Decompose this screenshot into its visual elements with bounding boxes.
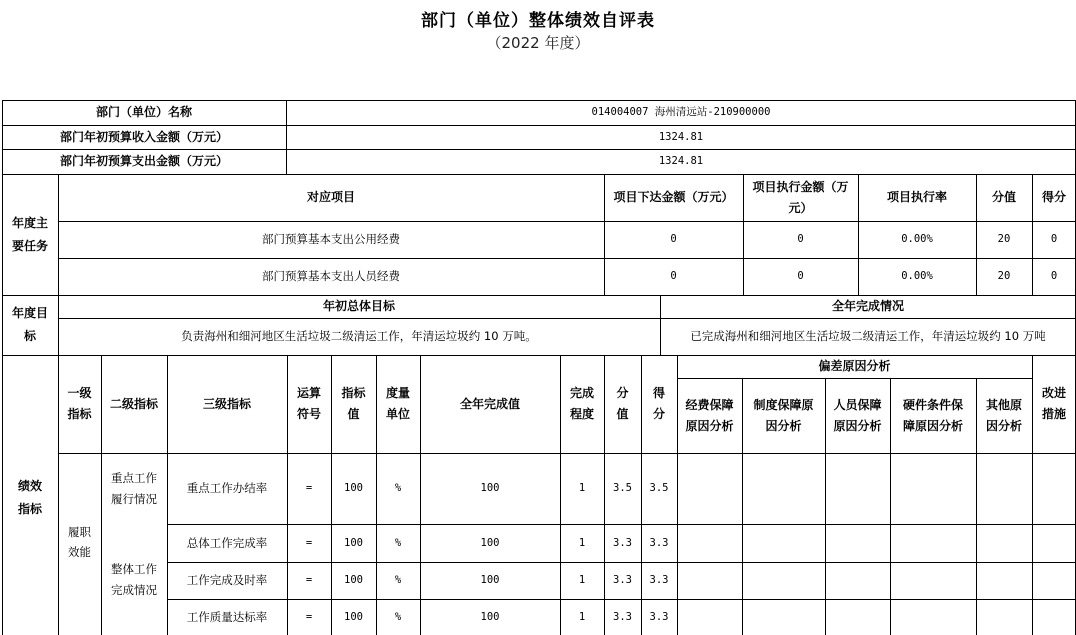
goals-section-label: 年度目标 xyxy=(11,306,48,343)
level3-value: 工作完成及时率 xyxy=(186,573,268,588)
level3-value: 重点工作办结率 xyxy=(186,481,268,496)
task-item: 部门预算基本支出人员经费 xyxy=(262,269,400,284)
task-issued: 0 xyxy=(670,233,677,246)
op-value: = xyxy=(305,536,313,549)
unit-value: % xyxy=(394,610,402,623)
score-value: 3.5 xyxy=(613,482,632,495)
header-hardware: 硬件条件保障原因分析 xyxy=(902,397,963,433)
indicator-value: 100 xyxy=(344,574,363,587)
header-unit: 度量单位 xyxy=(385,386,410,421)
header-staff: 人员保障原因分析 xyxy=(833,397,882,433)
score: 3.3 xyxy=(649,610,669,623)
tasks-header-item: 对应项目 xyxy=(306,190,355,204)
task-executed: 0 xyxy=(797,270,804,283)
task-rate: 0.00% xyxy=(901,233,933,246)
indicators-section-label: 绩效指标 xyxy=(17,479,42,516)
income-label: 部门年初预算收入金额（万元） xyxy=(59,129,228,144)
header-value: 指标值 xyxy=(341,386,366,421)
task-item: 部门预算基本支出公用经费 xyxy=(262,232,400,247)
level1-value: 履职效能 xyxy=(68,524,91,559)
header-level1: 一级指标 xyxy=(67,386,92,421)
page-title: 部门（单位）整体绩效自评表 xyxy=(421,11,655,31)
unit-value: % xyxy=(394,536,402,549)
task-issued: 0 xyxy=(670,270,677,283)
header-level3: 三级指标 xyxy=(202,396,251,411)
header-other: 其他原因分析 xyxy=(985,397,1022,433)
op-value: = xyxy=(305,482,313,495)
goals-target-header: 年初总体目标 xyxy=(322,299,395,313)
degree-value: 1 xyxy=(578,574,586,587)
score-value: 3.3 xyxy=(613,574,632,587)
header-score: 得分 xyxy=(652,386,665,421)
year-value: 100 xyxy=(480,610,500,623)
unit-value: % xyxy=(394,574,402,587)
goals-done-text: 已完成海州和细河地区生活垃圾二级清运工作，年清运垃圾约 10 万吨 xyxy=(690,329,1046,344)
year-value: 100 xyxy=(480,574,500,587)
score-value: 3.3 xyxy=(613,610,632,623)
level3-value: 总体工作完成率 xyxy=(186,535,268,550)
degree-value: 1 xyxy=(578,536,586,549)
unit-value: % xyxy=(394,482,402,495)
dept-name-label: 部门（单位）名称 xyxy=(95,105,192,119)
tasks-header-score-value: 分值 xyxy=(991,190,1016,204)
tasks-section-label: 年度主要任务 xyxy=(11,215,48,253)
score: 3.5 xyxy=(649,482,669,495)
header-improve: 改进措施 xyxy=(1041,386,1066,421)
indicator-value: 100 xyxy=(344,536,363,549)
year-value: 100 xyxy=(480,482,500,495)
header-degree: 完成程度 xyxy=(569,386,594,421)
header-op: 运算符号 xyxy=(296,386,321,421)
level3-value: 工作质量达标率 xyxy=(186,609,268,624)
op-value: = xyxy=(305,574,313,587)
tasks-header-score: 得分 xyxy=(1041,190,1066,204)
task-rate: 0.00% xyxy=(901,270,933,283)
page-subtitle: （2022 年度） xyxy=(486,34,590,52)
task-score-value: 20 xyxy=(997,270,1011,283)
tasks-header-rate: 项目执行率 xyxy=(886,190,947,204)
level2-value: 重点工作履行情况 xyxy=(111,471,157,506)
level2-value: 整体工作完成情况 xyxy=(111,562,157,597)
expense-label: 部门年初预算支出金额（万元） xyxy=(59,154,228,168)
task-score: 0 xyxy=(1050,270,1058,283)
header-system: 制度保障原因分析 xyxy=(753,397,814,433)
header-deviation: 偏差原因分析 xyxy=(818,359,891,373)
year-value: 100 xyxy=(480,536,500,549)
dept-name-value: 014004007 海州清远站-210900000 xyxy=(591,106,771,119)
header-level2: 二级指标 xyxy=(109,396,158,411)
score-value: 3.3 xyxy=(613,536,632,549)
op-value: = xyxy=(305,610,313,623)
tasks-header-issued: 项目下达金额（万元） xyxy=(613,190,734,204)
task-score: 0 xyxy=(1050,233,1058,246)
score: 3.3 xyxy=(649,574,669,587)
task-score-value: 20 xyxy=(997,233,1011,246)
header-fund: 经费保障原因分析 xyxy=(685,397,734,433)
indicator-value: 100 xyxy=(344,482,363,495)
task-executed: 0 xyxy=(797,233,804,246)
indicator-value: 100 xyxy=(344,610,363,623)
score: 3.3 xyxy=(649,536,669,549)
degree-value: 1 xyxy=(578,610,586,623)
degree-value: 1 xyxy=(578,482,586,495)
goals-done-header: 全年完成情况 xyxy=(831,299,904,313)
header-score-value: 分值 xyxy=(616,386,629,421)
income-value: 1324.81 xyxy=(658,130,704,143)
goals-target-text: 负责海州和细河地区生活垃圾二级清运工作，年清运垃圾约 10 万吨。 xyxy=(181,329,537,344)
expense-value: 1324.81 xyxy=(658,155,704,168)
tasks-header-executed: 项目执行金额（万元） xyxy=(752,179,849,215)
header-year-value: 全年完成值 xyxy=(459,396,520,411)
